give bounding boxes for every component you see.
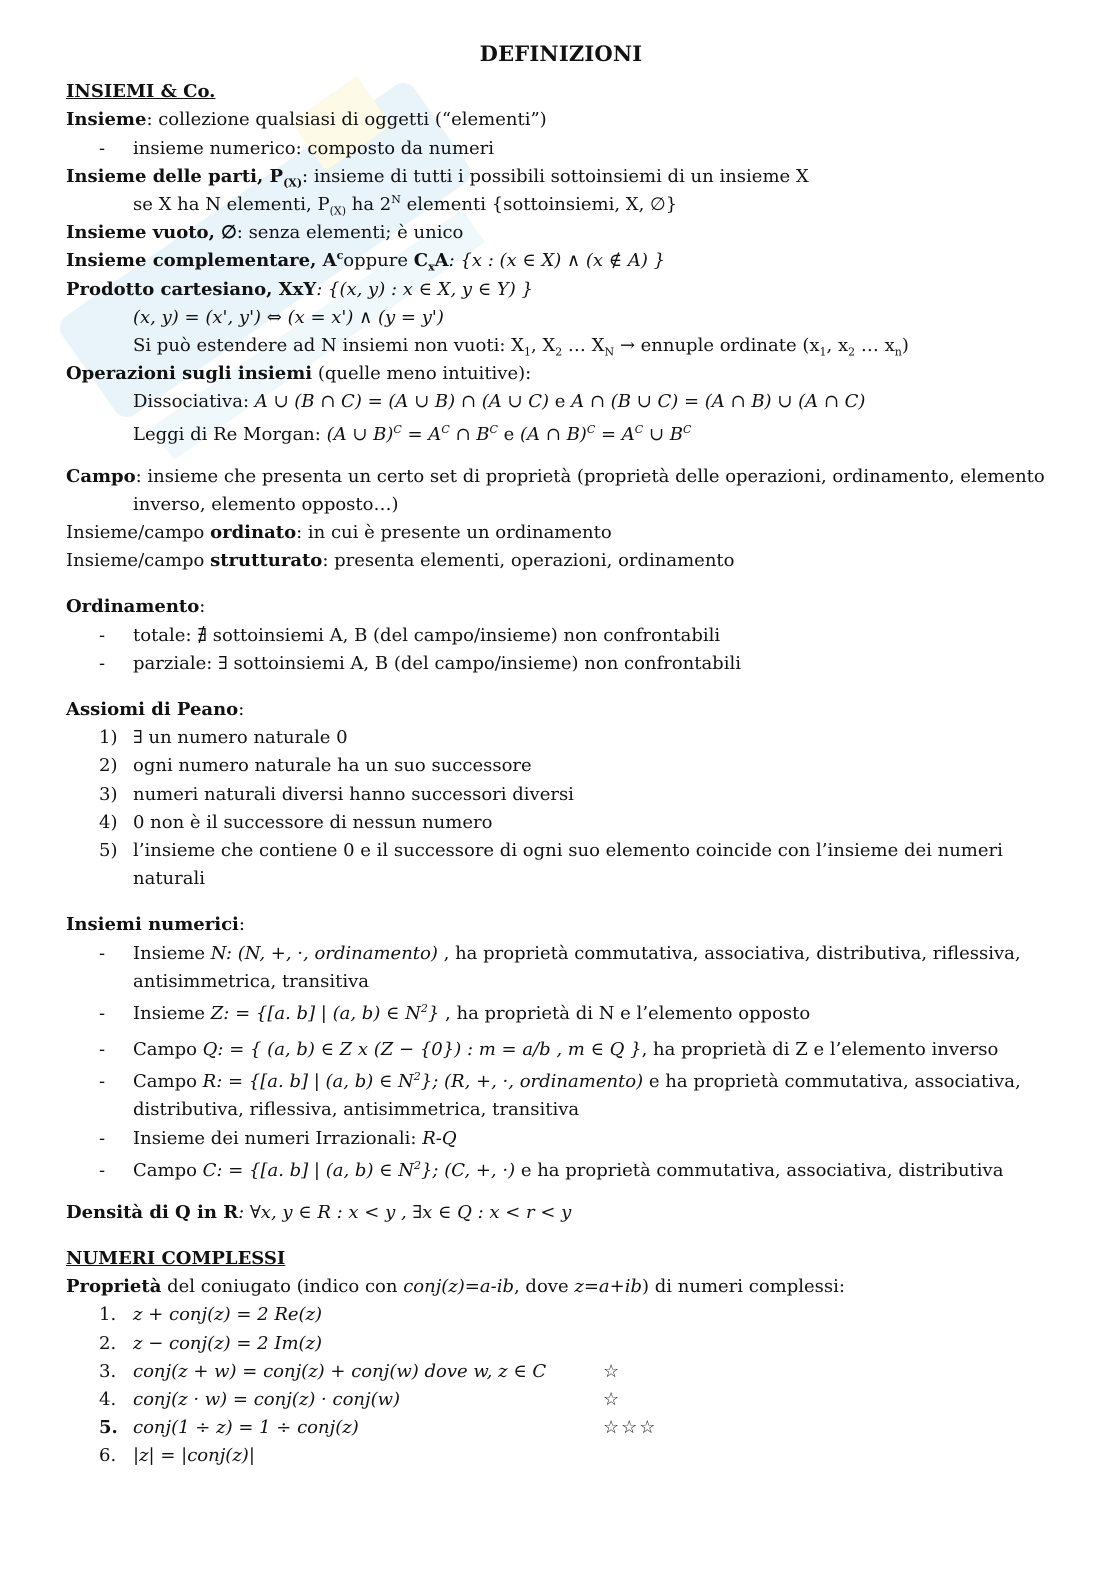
- def-insieme-parti-detail: se X ha N elementi, $P_{(X)}$ ha $2^N$ elementi {sottoinsiemi, X, ∅}: [133, 193, 678, 218]
- def-prodotto-cartesiano: Prodotto cartesiano, XxY: {(x, y) : x ∈ X, y ∈ Y) }: [66, 278, 533, 300]
- list-item: 1) ∃ un numero naturale 0: [99, 727, 348, 749]
- def-insieme-complementare: Insieme complementare, $A^coppure$ $C_xA$: {x : (x ∈ X) ∧ (x ∉ A) }: [66, 249, 666, 275]
- star-rating: ☆☆☆: [603, 1417, 658, 1439]
- list-item-c: - Campo C: = {[a. b] | (a, b) ∈ $N^2$}; (C, +, ·) e ha proprietà commutativa, associativa, distributiva: [66, 1153, 1056, 1189]
- list-item-z: - Insieme Z: = {[a. b] | (a, b) ∈ $N^2$} , ha proprietà di N e l’elemento opposto: [66, 996, 1056, 1032]
- section-heading-complessi: NUMERI COMPLESSI: [66, 1247, 286, 1269]
- list-item-q: - Campo Q: = { (a, b) ∈ Z x (Z − {0}) : m = a/b , m ∈ Q }, ha proprietà di Z e l’elemento inverso: [66, 1032, 1056, 1068]
- list-item: 2) ogni numero naturale ha un suo successore: [99, 755, 532, 777]
- def-campo-ordinato: Insieme/campo ordinato: in cui è presente un ordinamento: [66, 522, 612, 544]
- def-densita: Densità di Q in R: ∀x, y ∈ R : x < y , ∃x ∈ Q : x < r < y: [66, 1201, 572, 1223]
- list-item: 3) numeri naturali diversi hanno successori diversi: [99, 783, 574, 805]
- insieme-sublist: [66, 135, 1056, 163]
- list-item: 4) 0 non è il successore di nessun numero: [99, 811, 493, 833]
- leggi-de-morgan: Leggi di Re Morgan: (A ∪ $B)^C = A^C$ ∩ $B^C$ e (A ∩ $B)^C = A^C$ ∪ $B^C$: [133, 422, 692, 445]
- def-insieme: Insieme: collezione qualsiasi di oggetti (“elementi”): [66, 109, 547, 131]
- list-item-r: - Campo R: = {[a. b] | (a, b) ∈ $N^2$}; (R, +, ·, ordinamento) e ha proprietà commutativa, associativa, distributiva, riflessiva, antisimmetrica, transitiva: [66, 1068, 1056, 1124]
- def-proprieta-coniugato: Proprietà del coniugato (indico con conj(z)=a-ib, dove z=a+ib) di numeri complessi:: [66, 1276, 845, 1298]
- def-insieme-parti: Insieme delle parti, $P_{(X)}$: insieme di tutti i possibili sottoinsiemi di un insieme X: [66, 165, 809, 190]
- cartesiano-ennuple: Si può estendere ad N insiemi non vuoti: $X_1$, $X_2$ … $X_N$ → ennuple ordinate ($x_1$, $x_2$ … $x_n$): [133, 335, 909, 359]
- def-assiomi-peano: Assiomi di Peano:: [66, 699, 245, 721]
- def-insiemi-numerici: Insiemi numerici:: [66, 914, 245, 936]
- list-item: 1. z + conj(z) = 2 Re(z): [99, 1304, 323, 1326]
- dissociativa: Dissociativa: A ∪ (B ∩ C) = (A ∪ B) ∩ (A ∪ C) e A ∩ (B ∪ C) = (A ∩ B) ∪ (A ∩ C): [133, 391, 866, 413]
- page-title: DEFINIZIONI: [479, 41, 643, 66]
- list-item-n: - Insieme N: (N, +, ·, ordinamento) , ha proprietà commutativa, associativa, distributiva, riflessiva, antisimmetrica, transitiva: [66, 940, 1056, 996]
- section-heading-insiemi: INSIEMI & Co.: [66, 81, 216, 103]
- coniugato-list: [66, 1301, 1056, 1470]
- def-campo-strutturato: Insieme/campo strutturato: presenta elementi, operazioni, ordinamento: [66, 550, 735, 572]
- list-item: 5. conj(1 ÷ z) = 1 ÷ conj(z) ☆☆☆: [66, 1414, 1056, 1442]
- document-content: [66, 40, 1056, 1471]
- peano-list: [66, 724, 1056, 893]
- ordinamento-list: [66, 622, 1056, 678]
- insiemi-numerici-list: [66, 940, 1056, 1189]
- cartesiano-uguaglianza: (x, y) = (x', y') ⇔ (x = x') ∧ (y = y'): [133, 306, 444, 328]
- list-item: 5) l’insieme che contiene 0 e il successore di ogni suo elemento coincide con l’insieme dei numeri naturali: [99, 840, 1003, 890]
- def-operazioni-insiemi: Operazioni sugli insiemi (quelle meno intuitive):: [66, 363, 532, 385]
- star-rating: ☆: [603, 1388, 622, 1410]
- list-item: 2. z − conj(z) = 2 Im(z): [99, 1332, 323, 1354]
- list-item: - insieme numerico: composto da numeri: [66, 135, 1056, 163]
- list-item: 3. conj(z + w) = conj(z) + conj(w) dove w, z ∈ C ☆: [66, 1358, 1056, 1386]
- def-ordinamento: Ordinamento:: [66, 596, 206, 618]
- def-campo: Campo: insieme che presenta un certo set di proprietà (proprietà delle operazioni, ordinamento, elemento inverso, elemento opposto…): [66, 465, 1045, 515]
- list-item: 6. |z| = |conj(z)|: [99, 1445, 255, 1467]
- def-insieme-vuoto: Insieme vuoto, ∅: senza elementi; è unico: [66, 222, 464, 244]
- list-item: - totale: ∄ sottoinsiemi A, B (del campo/insieme) non confrontabili: [66, 622, 1056, 650]
- list-item: 4. conj(z · w) = conj(z) · conj(w) ☆: [66, 1386, 1056, 1414]
- list-item-irrazionali: - Insieme dei numeri Irrazionali: R-Q: [66, 1125, 1056, 1153]
- star-rating: ☆: [603, 1360, 622, 1382]
- list-item: - parziale: ∃ sottoinsiemi A, B (del campo/insieme) non confrontabili: [66, 650, 1056, 678]
